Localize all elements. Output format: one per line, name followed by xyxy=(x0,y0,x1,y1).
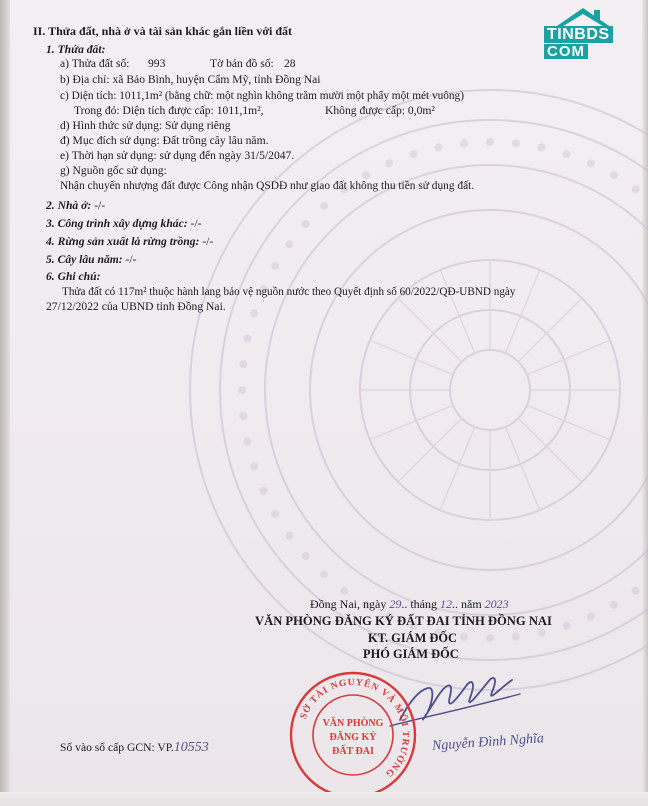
item3-value: -/- xyxy=(190,217,202,230)
item3-label: 3. Công trình xây dựng khác: xyxy=(46,217,188,230)
date-month: 12 xyxy=(440,597,452,611)
item2-value: -/- xyxy=(94,199,106,212)
usage-purpose: đ) Mục đích sử dụng: Đất trồng cây lâu năm. xyxy=(60,134,269,147)
signer-name: Nguyễn Đình Nghĩa xyxy=(431,731,545,754)
usage-origin-detail: Nhận chuyển nhượng đất được Công nhận QSDĐ như giao đất không thu tiền sử dụng đất. xyxy=(60,180,475,192)
map-sheet-value: 28 xyxy=(284,57,296,70)
seal-center-line3: ĐẤT ĐAI xyxy=(332,746,374,757)
item2-label: 2. Nhà ở: xyxy=(46,199,92,212)
office-name: VĂN PHÒNG ĐĂNG KÝ ĐẤT ĐAI TỈNH ĐỒNG NAI xyxy=(255,614,552,628)
logo-text-top: TINBDS xyxy=(544,26,613,43)
logo-text-bottom: COM xyxy=(544,44,588,59)
kt-director: KT. GIÁM ĐỐC xyxy=(368,631,457,645)
date-year-prefix: năm xyxy=(461,597,482,611)
area: c) Diện tích: 1011,1m² (bằng chữ: một nghìn không trăm mười một phẩy một mét vuông) xyxy=(60,90,464,102)
date-place-prefix: Đồng Nai, ngày xyxy=(310,597,387,611)
item1-title: 1. Thửa đất: xyxy=(46,43,106,56)
seal-center-line2: ĐĂNG KÝ xyxy=(329,732,377,743)
item6-label: 6. Ghi chú: xyxy=(46,270,101,283)
usage-origin-label: g) Nguồn gốc sử dụng: xyxy=(60,164,167,177)
seal-ring-text: SỞ TÀI NGUYÊN VÀ MÔI TRƯỜNG xyxy=(298,677,411,779)
usage-term: e) Thời hạn sử dụng: sử dụng đến ngày 31/5/2047. xyxy=(60,149,295,162)
tinbds-logo xyxy=(540,4,646,66)
item4-row xyxy=(46,235,213,249)
item6-note-line1: Thửa đất có 117m² thuộc hành lang bảo vệ nguồn nước theo Quyết định số 60/2022/QĐ-UBND ngày xyxy=(62,286,516,298)
section-title: II. Thửa đất, nhà ở và tài sản khác gắn liền với đất xyxy=(33,24,293,38)
seal-center-line1: VĂN PHÒNG xyxy=(322,718,384,729)
item2-row xyxy=(46,199,105,213)
certificate-number-label: Số vào sổ cấp GCN: VP. xyxy=(60,741,174,754)
issue-date: Đồng Nai, ngày 29.. tháng 12.. năm 2023 xyxy=(310,597,509,611)
date-year: 2023 xyxy=(484,597,509,611)
item5-label: 5. Cây lâu năm: xyxy=(46,253,123,266)
certificate-number-row xyxy=(60,741,209,755)
area-granted: Trong đó: Diện tích được cấp: 1011,1m², xyxy=(74,104,264,117)
item3-row xyxy=(46,217,201,231)
address: b) Địa chỉ: xã Bảo Bình, huyện Cẩm Mỹ, tỉnh Đồng Nai xyxy=(60,73,321,86)
usage-form: d) Hình thức sử dụng: Sử dụng riêng xyxy=(60,119,231,132)
item4-value: -/- xyxy=(202,235,214,248)
parcel-number-label: a) Thửa đất số: xyxy=(60,57,130,70)
date-month-prefix: tháng xyxy=(410,597,437,611)
deputy-director: PHÓ GIÁM ĐỐC xyxy=(363,647,459,661)
area-not-granted: Không được cấp: 0,0m² xyxy=(325,104,435,117)
item5-row xyxy=(46,253,137,267)
date-day: 29 xyxy=(389,597,402,611)
parcel-number-value: 993 xyxy=(148,57,166,70)
official-red-seal-icon xyxy=(286,668,420,802)
item5-value: -/- xyxy=(125,253,137,266)
scan-edge-bottom xyxy=(0,792,648,806)
item4-label: 4. Rừng sản xuất là rừng trồng: xyxy=(46,235,200,248)
certificate-number-value: 10553 xyxy=(173,740,209,755)
map-sheet-label: Tờ bản đồ số: xyxy=(210,57,274,70)
item6-note-line2: 27/12/2022 của UBND tỉnh Đồng Nai. xyxy=(46,300,226,313)
scan-edge-left xyxy=(0,0,10,806)
